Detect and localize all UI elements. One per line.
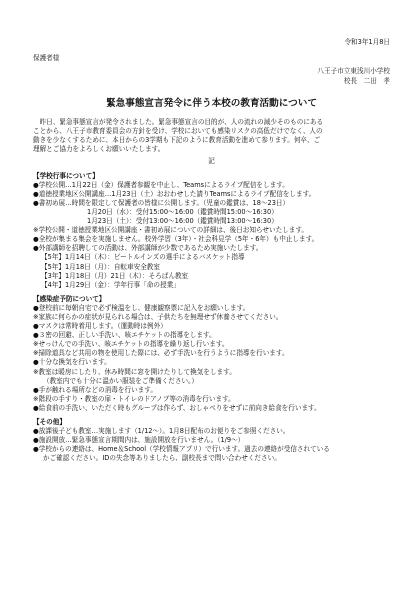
- list-item: ●マスクは常時着用します。（運動時は例外）: [33, 322, 167, 331]
- list-item: ●給食前の手洗い、いただく時もグループは作らず、おしゃべりをせずに前向き給食を行います。: [33, 403, 321, 412]
- list-item: ●全校が集まる集会を実施しません。校外学習（3年）・社会科見学（5年・6年）も中止します。: [33, 235, 319, 244]
- document-title: 緊急事態宣言発令に伴う本校の教育活動について: [106, 97, 317, 109]
- section-heading-infection: 【感染症予防について】: [33, 294, 106, 303]
- principal-name: 校長 二田 孝: [343, 76, 390, 85]
- list-item: ●学校公開…1月22日（金）保護者参観を中止し、Teamsによるライブ配信をします。: [33, 180, 289, 189]
- section-heading-events: 【学校行事について】: [33, 171, 99, 180]
- list-item: かご確認ください。IDの失念等ありましたら、副校長まで問い合わせください。: [43, 454, 281, 463]
- guest-row: 【5年】1月18日（月）：自転車安全教室: [41, 262, 160, 271]
- section-heading-other: 【その他】: [33, 418, 66, 427]
- list-item: ●登校前に毎朝自宅で必ず検温をし、健康観察票に記入をお願いします。: [33, 303, 250, 312]
- recipient: 保護者様: [33, 54, 60, 62]
- list-item: （教室内でも十分に温かい服装をご準備ください。）: [43, 376, 198, 385]
- list-item: ●道徳授業地区公開講座…1月23日（土）おおわせした請りTeamsによるライブ配信をします。: [33, 189, 316, 198]
- school-name: 八王子市立東浅川小学校: [317, 67, 390, 76]
- intro-paragraph: [33, 118, 390, 154]
- list-item: ※学校公開・道徳授業地区公開講座・書初め展についての詳細は、後日お知らせいたします。: [33, 226, 309, 235]
- list-item: ※せっけんでの手洗い、咳エチケットの指導を繰り返し行います。: [33, 340, 229, 349]
- issue-date: 令和3年1月8日: [344, 38, 390, 46]
- guest-row: 【5年】1月14日（木）：ビートルインズの選手によるバスケット指導: [41, 253, 245, 262]
- list-item: ●施設開放…緊急事態宣言期間内は、施設開放を行いません。（1/9～）: [33, 436, 245, 445]
- schedule-row: 1月20日（水）：受付15:00～16:00（鑑賞時間15:00～16:30）: [87, 207, 278, 216]
- list-item: ※階段の手すり・教室の扉・トイレのドアノブ等の消毒を行います。: [33, 394, 235, 403]
- list-item: ●十分な換気を行います。: [33, 358, 111, 367]
- list-item: ※掃除道具など共用の物を使用した際には、必ず手洗いを行うように指導を行います。: [33, 349, 289, 358]
- list-item: ●学校からの連絡は、Home＆School（学校情報アプリ）で行います。過去の連絡が受信されている: [33, 445, 330, 454]
- list-item: ●放課後子ども教室…実施します（1/12～）。1月8日配布のお便りをご参照ください。: [33, 427, 290, 436]
- list-item: ●書初め展…時間を限定して保護者の皆様に公開します。（児童の鑑賞は、18～23日）: [33, 198, 290, 207]
- list-item: ●３密の回避、正しい手洗い、咳エチケットの指導をします。: [33, 331, 216, 340]
- intro-line: 昨日、緊急事態宣言が発令されました。緊急事態宣言の目的が、人の流れの減少そのものにある: [39, 118, 324, 127]
- list-item: ※家族に何らかの症状が見られる場合は、子供たちを無理せず休養させてください。: [33, 312, 283, 321]
- intro-line: ことから、八王子市教育委員会の方針を受け、学校においても感染リスクの高低だけでなく、人の: [33, 127, 323, 136]
- schedule-row: 1月23日（土）：受付13:00～16:00（鑑賞時間13:00～16:30）: [87, 217, 278, 226]
- list-item: ●手が触れる場所などの消毒を行います。: [33, 385, 157, 394]
- guest-row: 【4年】1月29日（金）：学年行事「命の授業」: [41, 280, 180, 289]
- intro-line: 動きを少なくするために、本日からの3学期も下記のように教育活動を進めて参ります。何卒、ご: [33, 136, 321, 145]
- intro-line: 理解とご協力をよろしくお願いいたします。: [33, 145, 165, 154]
- sender-block: [33, 67, 390, 87]
- guest-row: 【3年】1月18日（月）21日（木）：そろばん教室: [41, 271, 189, 280]
- ki-mark: 記: [208, 157, 215, 166]
- list-item: ※教室は暖房にしたり、休み時間に窓を開けたりして換気をします。: [33, 367, 236, 376]
- list-item: ●外部講師を招聘しての活動は、外部講師が少数であるため実施いたします。: [33, 244, 263, 253]
